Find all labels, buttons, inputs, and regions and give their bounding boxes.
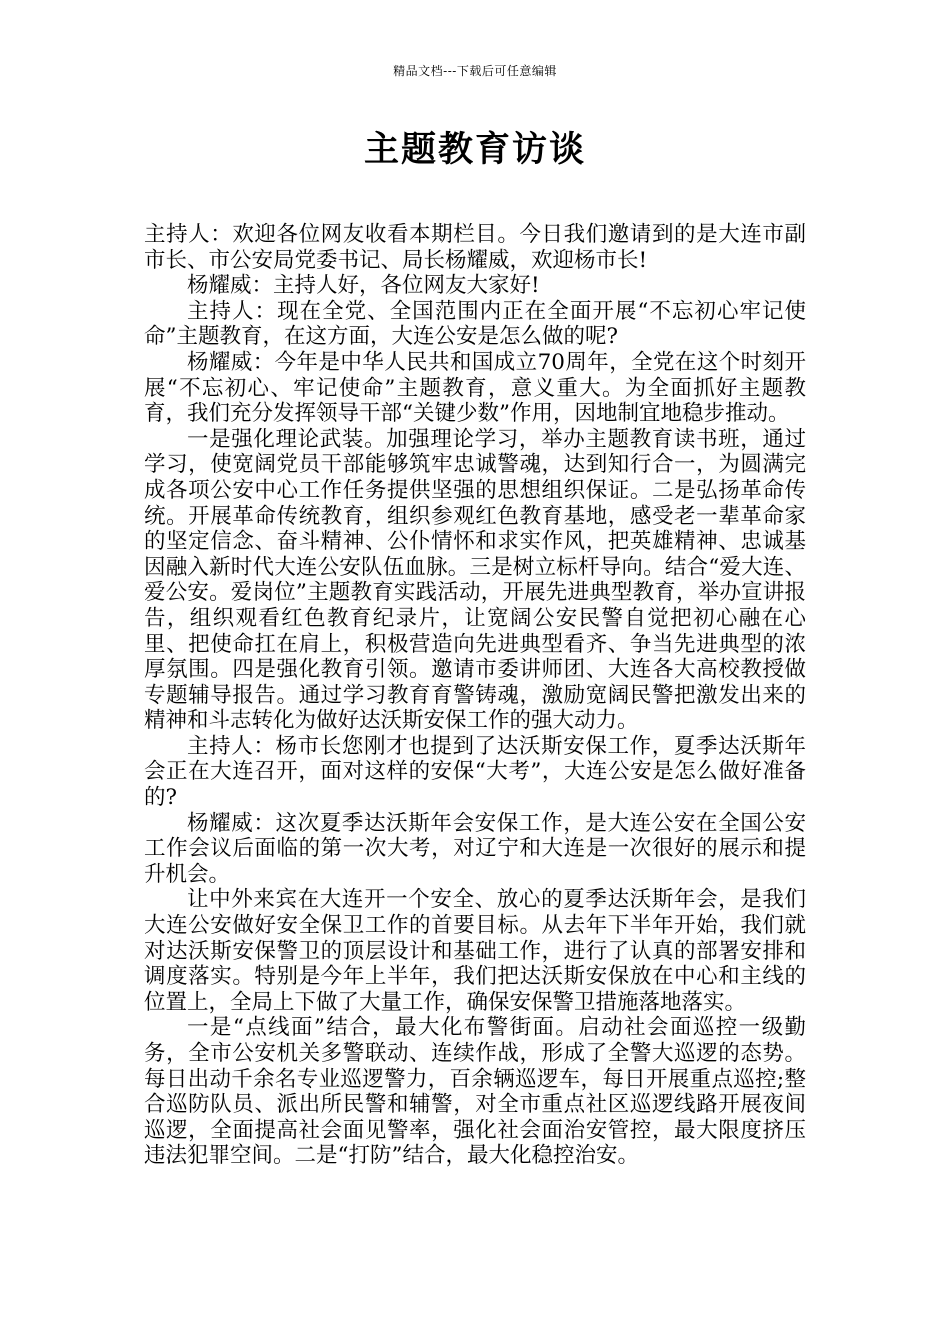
paragraph: 让中外来宾在大连开一个安全、放心的夏季达沃斯年会，是我们大连公安做好安全保卫工作的首要目标。从去年下半年开始，我们就对达沃斯安保警卫的顶层设计和基础工作，进行了认真的部署安排和调度落实。特别是今年上半年，我们把达沃斯安保放在中心和主线的位置上，全局上下做了大量工作，确保安保警卫措施落地落实。 — [144, 887, 806, 1015]
paragraph: 杨耀威：今年是中华人民共和国成立70周年，全党在这个时刻开展“不忘初心、牢记使命”主题教育，意义重大。为全面抓好主题教育，我们充分发挥领导干部“关键少数”作用，因地制宜地稳步推动。 — [144, 349, 806, 427]
header-note: 精品文档---下载后可任意编辑 — [393, 64, 557, 78]
paragraph: 杨耀威：这次夏季达沃斯年会安保工作，是大连公安在全国公安工作会议后面临的第一次大考，对辽宁和大连是一次很好的展示和提升机会。 — [144, 810, 806, 887]
document-body — [144, 222, 806, 1169]
paragraph: 主持人：欢迎各位网友收看本期栏目。今日我们邀请到的是大连市副市长、市公安局党委书记、局长杨耀威，欢迎杨市长! — [144, 222, 806, 273]
document-title: 主题教育访谈 — [363, 130, 586, 170]
paragraph: 杨耀威：主持人好，各位网友大家好! — [187, 273, 540, 299]
paragraph: 主持人：现在全党、全国范围内正在全面开展“不忘初心牢记使命”主题教育，在这方面，大连公安是怎么做的呢? — [144, 298, 806, 350]
paragraph: 一是强化理论武装。加强理论学习，举办主题教育读书班，通过学习，使宽阔党员干部能够筑牢忠诚警魂，达到知行合一，为圆满完成各项公安中心工作任务提供坚强的思想组织保证。二是弘扬革命传统。开展革命传统教育，组织参观红色教育基地，感受老一辈革命家的坚定信念、奋斗精神、公仆情怀和求实作风，把英雄精神、忠诚基因融入新时代大连公安队伍血脉。三是树立标杆导向。结合“爱大连、爱公安。爱岗位”主题教育实践活动，开展先进典型教育，举办宣讲报告，组织观看红色教育纪录片，让宽阔公安民警自觉把初心融在心里、把使命扛在肩上，积极营造向先进典型看齐、争当先进典型的浓厚氛围。四是强化教育引领。邀请市委讲师团、大连各大高校教授做专题辅导报告。通过学习教育育警铸魂，激励宽阔民警把激发出来的精神和斗志转化为做好达沃斯安保工作的强大动力。 — [144, 426, 806, 734]
paragraph: 一是“点线面”结合，最大化布警街面。启动社会面巡控一级勤务，全市公安机关多警联动、连续作战，形成了全警大巡逻的态势。每日出动千余名专业巡逻警力，百余辆巡逻车，每日开展重点巡控;整合巡防队员、派出所民警和辅警，对全市重点社区巡逻线路开展夜间巡逻，全面提高社会面见警率，强化社会面治安管控，最大限度挤压违法犯罪空间。二是“打防”结合，最大化稳控治安。 — [144, 1015, 806, 1169]
paragraph: 主持人：杨市长您刚才也提到了达沃斯安保工作，夏季达沃斯年会正在大连召开，面对这样的安保“大考”，大连公安是怎么做好准备的? — [144, 733, 806, 811]
